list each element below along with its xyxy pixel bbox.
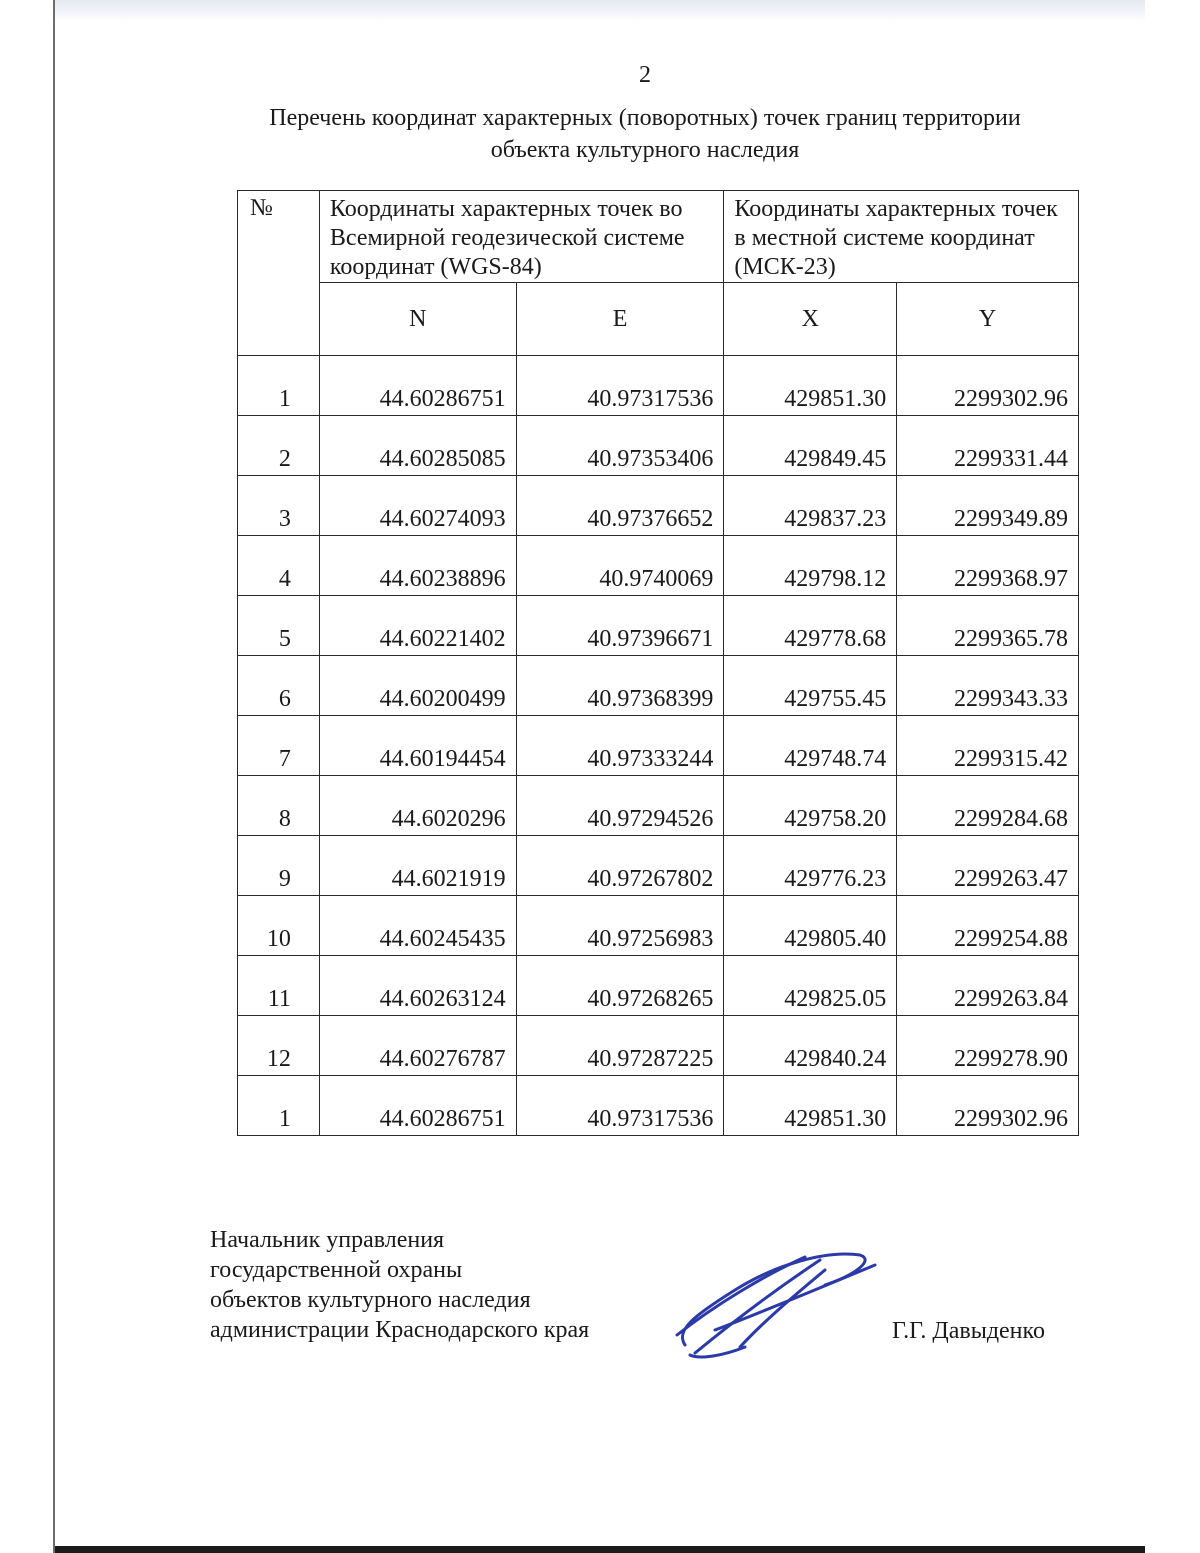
- cell-y: 2299284.68: [897, 776, 1079, 836]
- cell-x: 429755.45: [724, 656, 897, 716]
- signatory-position: [210, 1225, 589, 1345]
- cell-n: 44.60285085: [319, 416, 516, 476]
- signatory-line4: администрации Краснодарского края: [210, 1317, 590, 1343]
- cell-number: 12: [238, 1016, 320, 1076]
- cell-y: 2299254.88: [897, 896, 1079, 956]
- cell-e: 40.97396671: [516, 596, 724, 656]
- cell-n: 44.6020296: [319, 776, 516, 836]
- cell-number: 9: [238, 836, 320, 896]
- cell-x: 429837.23: [724, 476, 897, 536]
- cell-x: 429851.30: [724, 356, 897, 416]
- cell-x: 429825.05: [724, 956, 897, 1016]
- header-number: №: [238, 191, 320, 356]
- cell-y: 2299343.33: [897, 656, 1079, 716]
- signatory-line1: Начальник управления: [210, 1227, 445, 1253]
- header-x: X: [724, 283, 897, 356]
- cell-n: 44.6021919: [319, 836, 516, 896]
- table-row: [238, 716, 1079, 776]
- signatory-line2: государственной охраны: [210, 1257, 463, 1283]
- cell-n: 44.60200499: [319, 656, 516, 716]
- cell-y: 2299278.90: [897, 1016, 1079, 1076]
- cell-e: 40.97287225: [516, 1016, 724, 1076]
- header-msk23: Координаты характерных точек в местной системе координат (МСК-23): [724, 191, 1079, 283]
- cell-n: 44.60194454: [319, 716, 516, 776]
- header-y: Y: [897, 283, 1079, 356]
- table-row: [238, 836, 1079, 896]
- cell-number: 6: [238, 656, 320, 716]
- cell-number: 1: [238, 356, 320, 416]
- coordinates-table: [237, 190, 1079, 1136]
- cell-e: 40.97294526: [516, 776, 724, 836]
- cell-n: 44.60286751: [319, 356, 516, 416]
- cell-x: 429776.23: [724, 836, 897, 896]
- table-row: [238, 416, 1079, 476]
- page-number: 2: [639, 62, 651, 88]
- cell-number: 7: [238, 716, 320, 776]
- cell-y: 2299315.42: [897, 716, 1079, 776]
- signatory-name: Г.Г. Давыденко: [892, 1318, 1045, 1344]
- cell-n: 44.60221402: [319, 596, 516, 656]
- handwritten-signature: [655, 1235, 895, 1370]
- table-row: [238, 1076, 1079, 1136]
- table-row: [238, 776, 1079, 836]
- cell-e: 40.97256983: [516, 896, 724, 956]
- cell-y: 2299349.89: [897, 476, 1079, 536]
- document-title-line1: Перечень координат характерных (поворотных) точек границ территории: [269, 105, 1021, 131]
- table-body: [238, 356, 1079, 1136]
- cell-y: 2299331.44: [897, 416, 1079, 476]
- table-row: [238, 896, 1079, 956]
- cell-x: 429748.74: [724, 716, 897, 776]
- cell-n: 44.60276787: [319, 1016, 516, 1076]
- table-row: [238, 1016, 1079, 1076]
- cell-x: 429851.30: [724, 1076, 897, 1136]
- cell-n: 44.60263124: [319, 956, 516, 1016]
- table-row: [238, 536, 1079, 596]
- cell-number: 11: [238, 956, 320, 1016]
- table-row: [238, 656, 1079, 716]
- cell-y: 2299368.97: [897, 536, 1079, 596]
- table-row: [238, 356, 1079, 416]
- header-wgs84: Координаты характерных точек во Всемирной геодезической системе координат (WGS-84): [319, 191, 724, 283]
- cell-number: 4: [238, 536, 320, 596]
- scan-top-shade: [55, 0, 1145, 22]
- cell-x: 429778.68: [724, 596, 897, 656]
- cell-n: 44.60274093: [319, 476, 516, 536]
- cell-x: 429798.12: [724, 536, 897, 596]
- cell-e: 40.97267802: [516, 836, 724, 896]
- cell-n: 44.60238896: [319, 536, 516, 596]
- cell-number: 8: [238, 776, 320, 836]
- scan-left-edge: [53, 0, 55, 1553]
- cell-n: 44.60286751: [319, 1076, 516, 1136]
- cell-number: 5: [238, 596, 320, 656]
- signatory-line3: объектов культурного наследия: [210, 1287, 531, 1313]
- cell-x: 429805.40: [724, 896, 897, 956]
- cell-e: 40.97333244: [516, 716, 724, 776]
- cell-e: 40.97376652: [516, 476, 724, 536]
- cell-number: 1: [238, 1076, 320, 1136]
- cell-number: 2: [238, 416, 320, 476]
- table-row: [238, 956, 1079, 1016]
- cell-e: 40.97317536: [516, 356, 724, 416]
- cell-x: 429758.20: [724, 776, 897, 836]
- cell-y: 2299302.96: [897, 356, 1079, 416]
- cell-n: 44.60245435: [319, 896, 516, 956]
- document-title: [200, 102, 1090, 166]
- cell-e: 40.97317536: [516, 1076, 724, 1136]
- cell-y: 2299302.96: [897, 1076, 1079, 1136]
- cell-y: 2299365.78: [897, 596, 1079, 656]
- cell-e: 40.9740069: [516, 536, 724, 596]
- cell-y: 2299263.47: [897, 836, 1079, 896]
- cell-number: 3: [238, 476, 320, 536]
- cell-y: 2299263.84: [897, 956, 1079, 1016]
- cell-x: 429849.45: [724, 416, 897, 476]
- document-title-line2: объекта культурного наследия: [490, 137, 800, 163]
- cell-e: 40.97353406: [516, 416, 724, 476]
- table-row: [238, 596, 1079, 656]
- scan-bottom-bar: [55, 1546, 1145, 1553]
- cell-x: 429840.24: [724, 1016, 897, 1076]
- header-e: E: [516, 283, 724, 356]
- cell-e: 40.97368399: [516, 656, 724, 716]
- cell-number: 10: [238, 896, 320, 956]
- cell-e: 40.97268265: [516, 956, 724, 1016]
- table-row: [238, 476, 1079, 536]
- header-n: N: [319, 283, 516, 356]
